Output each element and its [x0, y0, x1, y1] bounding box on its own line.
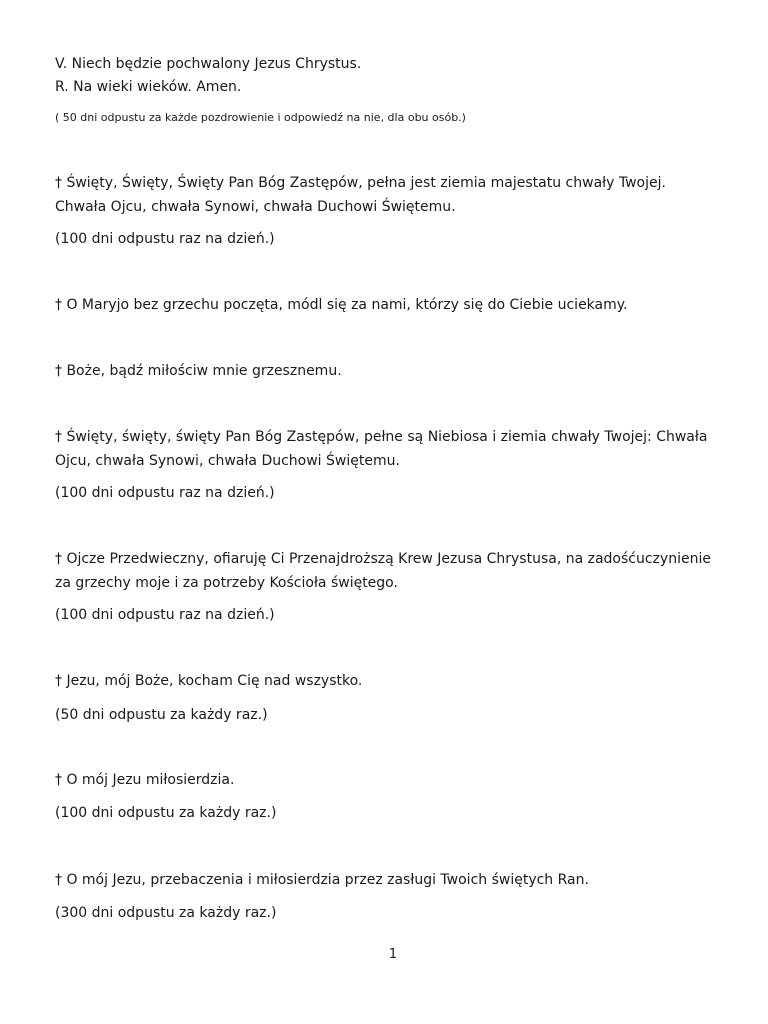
prayer-6-indulgence: (50 dni odpustu za każdy raz.)	[55, 707, 268, 723]
response-line: R. Na wieki wieków. Amen.	[55, 79, 242, 95]
prayer-8-indulgence: (300 dni odpustu za każdy raz.)	[55, 905, 277, 921]
prayer-3-text: † Boże, bądź miłościw mnie grzesznemu.	[55, 363, 342, 379]
prayer-1-indulgence: (100 dni odpustu raz na dzień.)	[55, 231, 275, 247]
prayer-6-text: † Jezu, mój Boże, kocham Cię nad wszystko.	[55, 673, 363, 689]
page-number: 1	[388, 947, 398, 962]
prayer-5-text: † Ojcze Przedwieczny, ofiaruję Ci Przenajdroższą Krew Jezusa Chrystusa, na zadośćuczynienie za grzechy moje i za potrzeby Kościoła świętego.	[55, 551, 711, 591]
prayer-4-text: † Święty, święty, święty Pan Bóg Zastępów, pełne są Niebiosa i ziemia chwały Twojej: Chwała Ojcu, chwała Synowi, chwała Duchowi Świętemu.	[55, 429, 708, 469]
prayer-7-text: † O mój Jezu miłosierdzia.	[55, 772, 235, 788]
prayer-7-indulgence: (100 dni odpustu za każdy raz.)	[55, 805, 277, 821]
prayer-4-indulgence: (100 dni odpustu raz na dzień.)	[55, 485, 275, 501]
prayer-2-text: † O Maryjo bez grzechu poczęta, módl się za nami, którzy się do Ciebie uciekamy.	[55, 297, 628, 313]
prayer-1-text: † Święty, Święty, Święty Pan Bóg Zastępów, pełna jest ziemia majestatu chwały Twojej. Chwała Ojcu, chwała Synowi, chwała Duchowi Świętemu.	[55, 175, 666, 215]
prayer-5-indulgence: (100 dni odpustu raz na dzień.)	[55, 607, 275, 623]
versicle-line: V. Niech będzie pochwalony Jezus Chrystus.	[55, 56, 362, 72]
prayer-8-text: † O mój Jezu, przebaczenia i miłosierdzia przez zasługi Twoich świętych Ran.	[55, 872, 589, 888]
intro-indulgence-note: ( 50 dni odpustu za każde pozdrowienie i odpowiedź na nie, dla obu osób.)	[55, 111, 466, 124]
